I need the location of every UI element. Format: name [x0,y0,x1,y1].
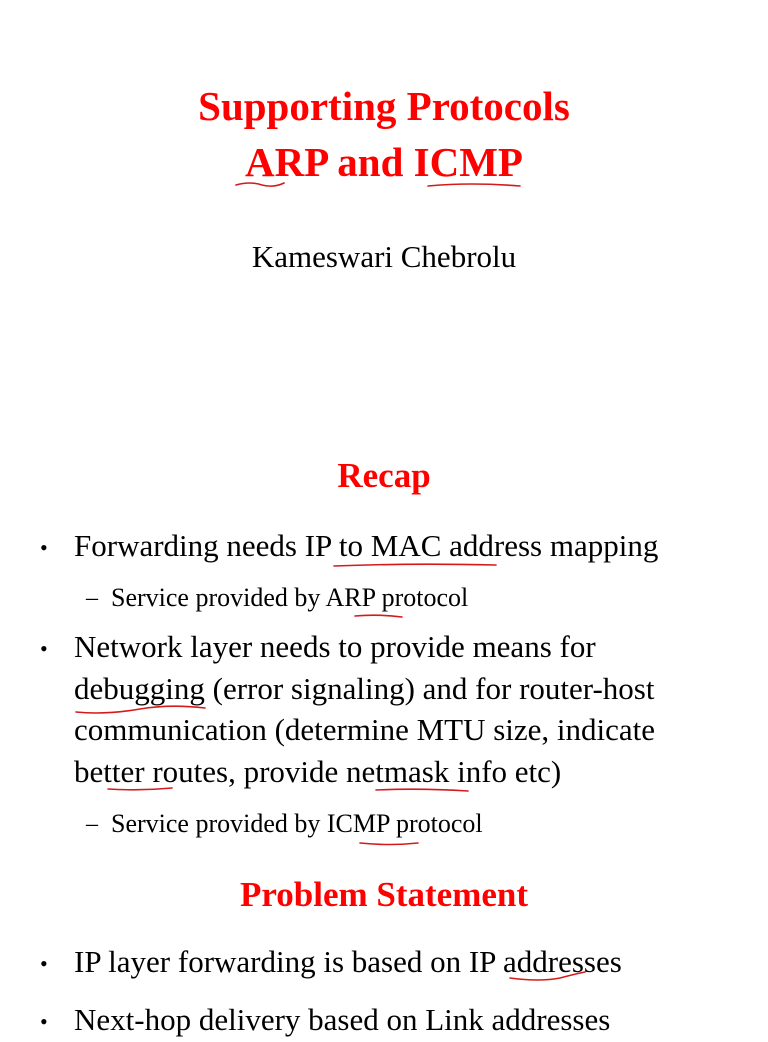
recap-bullet-1-line-1: Forwarding needs IP to MAC address mapping [74,528,659,563]
sub-bullet-marker: – [86,585,98,611]
bullet-marker: • [40,636,48,661]
slide-title-line-1: Supporting Protocols [198,83,570,129]
recap-bullet-1-sub: Service provided by ARP protocol [111,583,469,612]
problem-bullet-2: Next-hop delivery based on Link addresses [74,1002,611,1037]
recap-bullet-2-line-2: debugging (error signaling) and for router-host [74,671,655,706]
underline-arp-sub [355,615,402,617]
bullet-marker: • [40,951,48,976]
recap-bullet-2-line-3: communication (determine MTU size, indicate [74,712,656,747]
problem-bullet-1: IP layer forwarding is based on IP addresses [74,944,622,979]
recap-bullet-2-line-1: Network layer needs to provide means for [74,629,596,664]
bullet-marker: • [40,535,48,560]
bullet-marker: • [40,1009,48,1034]
recap-bullet-2-sub: Service provided by ICMP protocol [111,809,483,838]
author-name: Kameswari Chebrolu [251,239,517,274]
slide-title-line-2: ARP and ICMP [245,139,523,185]
problem-statement-heading: Problem Statement [239,875,529,914]
recap-bullet-2-line-4: better routes, provide netmask info etc) [74,754,562,789]
sub-bullet-marker: – [86,811,98,837]
recap-heading: Recap [337,456,431,495]
underline-icmp-sub [360,843,418,845]
